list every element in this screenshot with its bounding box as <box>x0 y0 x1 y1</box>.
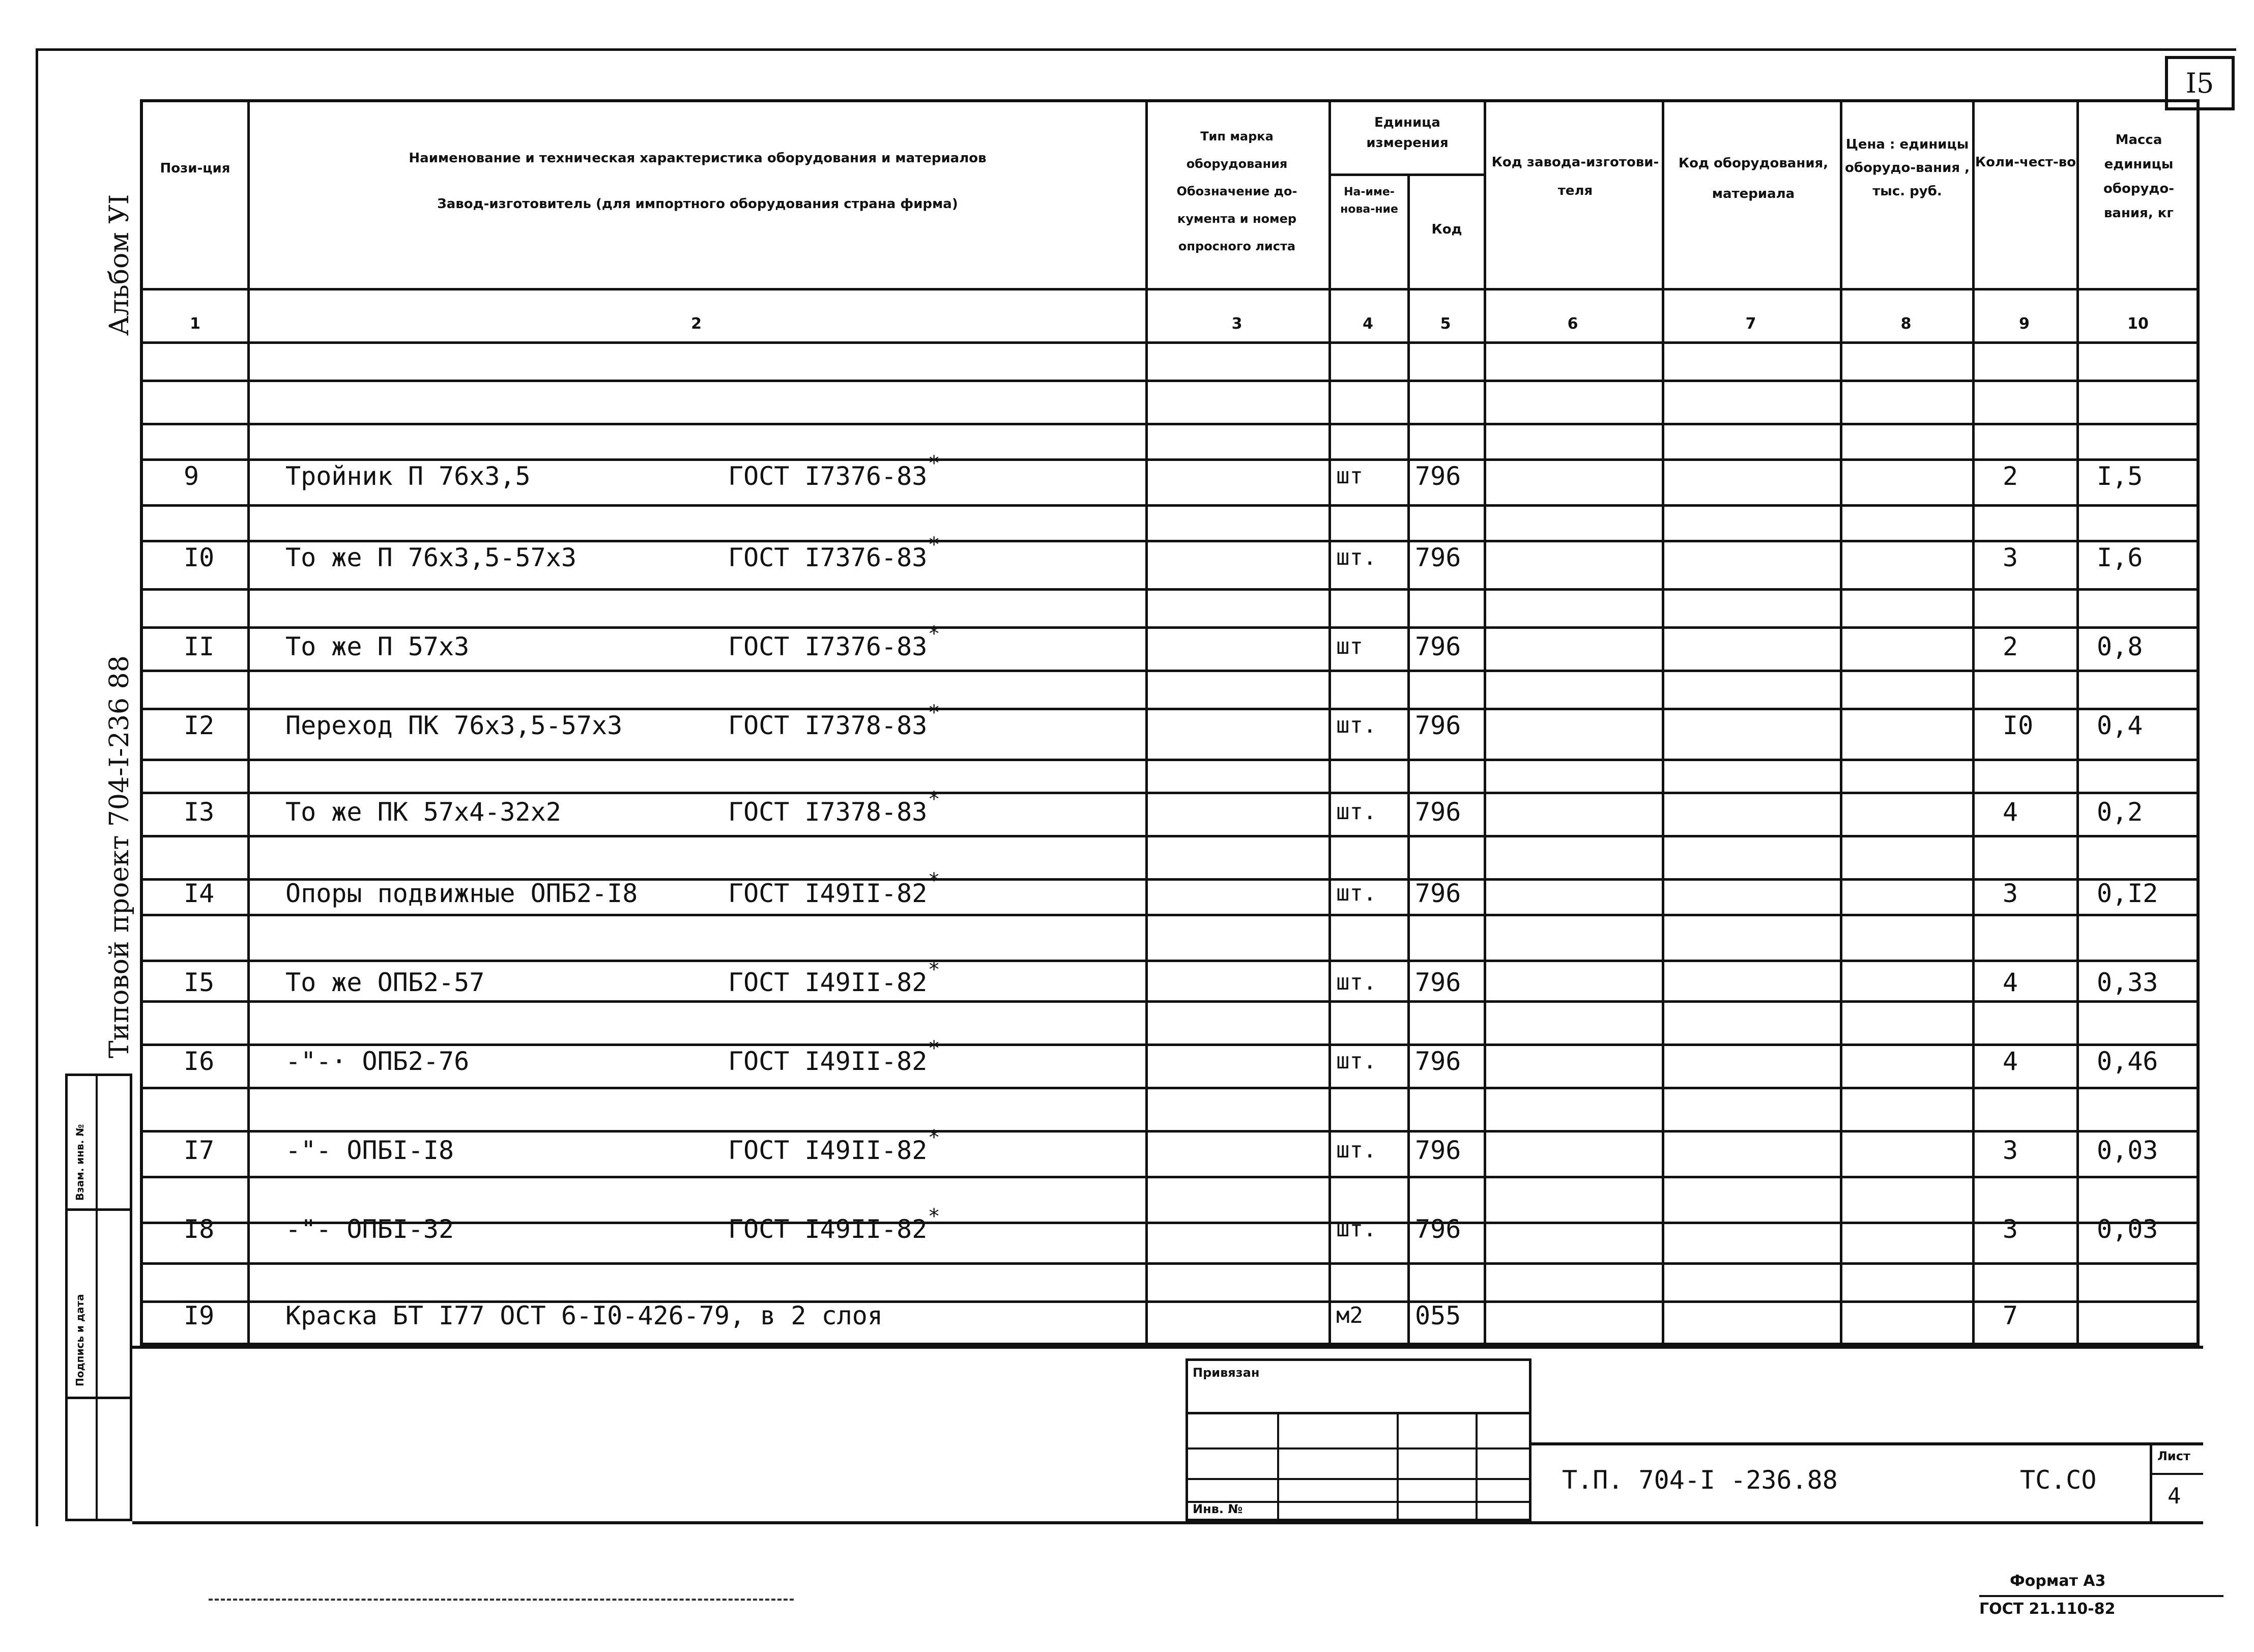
header-quantity: Коли-чест-во <box>1975 155 2076 170</box>
sheet-label: Лист <box>2157 1449 2190 1463</box>
row-unit-code: 796 <box>1415 797 1461 827</box>
row-position: I7 <box>184 1136 215 1165</box>
row-quantity: 4 <box>2003 968 2018 997</box>
footer-rule <box>1979 1595 2223 1597</box>
row-name: Переход ПК 76х3,5-57х3 <box>285 711 623 740</box>
row-mass: I,6 <box>2097 543 2143 572</box>
stamp-label-replaced: Взам. инв. № <box>74 1124 86 1201</box>
row-mass: I,5 <box>2097 461 2143 491</box>
row-position: I8 <box>184 1214 215 1244</box>
project-label: Типовой проект 704-I-236 88 <box>104 655 135 1058</box>
row-name: -"-· ОПБ2-76 <box>285 1047 470 1076</box>
row-standard: ГОСТ I49II-82 <box>728 1136 928 1165</box>
row-standard-mark: * <box>928 701 940 724</box>
row-quantity: 4 <box>2003 797 2018 827</box>
row-unit: м2 <box>1336 1302 1363 1328</box>
column-number: 5 <box>1440 314 1451 333</box>
row-position: I0 <box>184 543 215 572</box>
stamp-label-signature: Подпись и дата <box>74 1294 86 1386</box>
row-name: То же П 57х3 <box>285 632 470 661</box>
column-number: 2 <box>691 314 702 333</box>
row-standard-mark: * <box>928 958 940 981</box>
row-quantity: 4 <box>2003 1047 2018 1076</box>
column-number: 6 <box>1567 314 1578 333</box>
row-mass: 0,33 <box>2097 968 2158 997</box>
title-block <box>1186 1358 2203 1521</box>
row-standard: ГОСТ I49II-82 <box>728 1214 928 1244</box>
row-quantity: 7 <box>2003 1301 2018 1330</box>
row-unit-code: 796 <box>1415 632 1461 661</box>
row-mass: 0,4 <box>2097 711 2143 740</box>
row-standard: ГОСТ I7376-83 <box>728 461 928 491</box>
row-standard-mark: * <box>928 622 940 646</box>
row-unit: шт. <box>1336 1048 1377 1074</box>
column-number: 4 <box>1363 314 1373 333</box>
title-block-attached-label: Привязан <box>1193 1366 1260 1380</box>
row-standard: ГОСТ I7376-83 <box>728 543 928 572</box>
row-unit-code: 796 <box>1415 543 1461 572</box>
row-unit: шт. <box>1336 1137 1377 1163</box>
row-quantity: 3 <box>2003 1136 2018 1165</box>
spec-table <box>140 99 2200 1346</box>
row-unit: шт <box>1336 463 1363 489</box>
row-unit-code: 796 <box>1415 968 1461 997</box>
row-name: То же ПК 57х4-32х2 <box>285 797 561 827</box>
row-quantity: 3 <box>2003 879 2018 908</box>
row-name: Краска БТ I77 ОСТ 6-I0-426-79, в 2 слоя <box>285 1301 883 1330</box>
row-unit: шт. <box>1336 880 1377 906</box>
format-label: Формат А3 <box>2010 1572 2106 1590</box>
header-position: Пози-ция <box>160 161 230 176</box>
row-unit: шт. <box>1336 712 1377 738</box>
column-number: 1 <box>190 314 200 333</box>
header-name-line2: Завод-изготовитель (для импортного оборудования страна фирма) <box>437 196 958 212</box>
row-mass: 0,I2 <box>2097 879 2158 908</box>
header-unit-code: Код <box>1431 222 1462 237</box>
row-quantity: 2 <box>2003 632 2018 661</box>
column-number: 10 <box>2127 314 2149 333</box>
row-mass: 0,03 <box>2097 1214 2158 1244</box>
row-mass: 0,46 <box>2097 1047 2158 1076</box>
row-quantity: 3 <box>2003 543 2018 572</box>
row-unit-code: 796 <box>1415 1047 1461 1076</box>
header-price: Цена : единицы оборудо-вания , тыс. руб. <box>1845 137 1970 199</box>
row-name: То же П 76х3,5-57х3 <box>285 543 576 572</box>
row-standard: ГОСТ I7376-83 <box>728 632 928 661</box>
row-standard-mark: * <box>928 1205 940 1228</box>
row-standard-mark: * <box>928 1126 940 1149</box>
row-unit: шт. <box>1336 544 1377 570</box>
row-name: -"- ОПБI-32 <box>285 1214 454 1244</box>
row-standard-mark: * <box>928 869 940 892</box>
row-unit: шт. <box>1336 969 1377 995</box>
header-unit-name: На-име-нова-ние <box>1340 186 1398 216</box>
row-unit: шт. <box>1336 1216 1377 1242</box>
row-name: Тройник П 76х3,5 <box>285 461 531 491</box>
row-position: 9 <box>184 461 199 491</box>
row-standard: ГОСТ I7378-83 <box>728 711 928 740</box>
row-standard: ГОСТ I49II-82 <box>728 1047 928 1076</box>
row-unit: шт. <box>1336 799 1377 825</box>
header-name-line1: Наименование и техническая характеристика оборудования и материалов <box>409 151 987 166</box>
column-number: 9 <box>2019 314 2030 333</box>
row-unit-code: 796 <box>1415 1214 1461 1244</box>
row-position: I6 <box>184 1047 215 1076</box>
document-code: Т.П. 704-I -236.88 <box>1562 1465 1838 1495</box>
row-standard: ГОСТ I7378-83 <box>728 797 928 827</box>
row-quantity: 2 <box>2003 461 2018 491</box>
row-standard: ГОСТ I49II-82 <box>728 879 928 908</box>
stamp-column <box>65 1074 132 1521</box>
row-position: I4 <box>184 879 215 908</box>
row-standard: ГОСТ I49II-82 <box>728 968 928 997</box>
row-position: I9 <box>184 1301 215 1330</box>
title-block-inv-label: Инв. № <box>1193 1502 1243 1516</box>
sheet-value: 4 <box>2168 1483 2181 1509</box>
gost-label: ГОСТ 21.110-82 <box>1979 1600 2116 1618</box>
bottom-rule <box>132 1521 2203 1524</box>
row-unit-code: 796 <box>1415 879 1461 908</box>
row-mass: 0,03 <box>2097 1136 2158 1165</box>
row-unit: шт <box>1336 633 1363 659</box>
row-name: -"- ОПБI-I8 <box>285 1136 454 1165</box>
column-number: 7 <box>1745 314 1756 333</box>
row-unit-code: 796 <box>1415 711 1461 740</box>
row-standard-mark: * <box>928 533 940 557</box>
header-factory-code: Код завода-изготови-теля <box>1491 155 1659 198</box>
row-unit-code: 796 <box>1415 1136 1461 1165</box>
row-name: Опоры подвижные ОПБ2-I8 <box>285 879 638 908</box>
row-standard-mark: * <box>928 788 940 811</box>
album-label: Альбом УI <box>104 194 135 336</box>
row-position: I2 <box>184 711 215 740</box>
row-name: То же ОПБ2-57 <box>285 968 485 997</box>
header-mass: Масса единицы оборудо-вания, кг <box>2103 132 2175 221</box>
row-position: II <box>184 632 215 661</box>
dashed-rule <box>209 1599 794 1601</box>
table-bottom-rule <box>132 1346 2203 1349</box>
header-type: Тип марка оборудования Обозначение до-кумента и номер опросного листа <box>1176 129 1297 253</box>
header-unit: Единица измерения <box>1366 115 1449 151</box>
row-quantity: I0 <box>2003 711 2034 740</box>
row-unit-code: 796 <box>1415 461 1461 491</box>
column-number: 3 <box>1231 314 1242 333</box>
row-standard-mark: * <box>928 1037 940 1060</box>
row-position: I5 <box>184 968 215 997</box>
column-number: 8 <box>1900 314 1912 333</box>
row-mass: 0,8 <box>2097 632 2143 661</box>
row-standard-mark: * <box>928 452 940 475</box>
row-position: I3 <box>184 797 215 827</box>
document-mark: ТС.СО <box>2020 1465 2097 1495</box>
row-unit-code: 055 <box>1415 1301 1461 1330</box>
row-mass: 0,2 <box>2097 797 2143 827</box>
sheet-number: I5 <box>2165 56 2235 110</box>
header-equipment-code: Код оборудования, материала <box>1678 156 1829 201</box>
row-quantity: 3 <box>2003 1214 2018 1244</box>
